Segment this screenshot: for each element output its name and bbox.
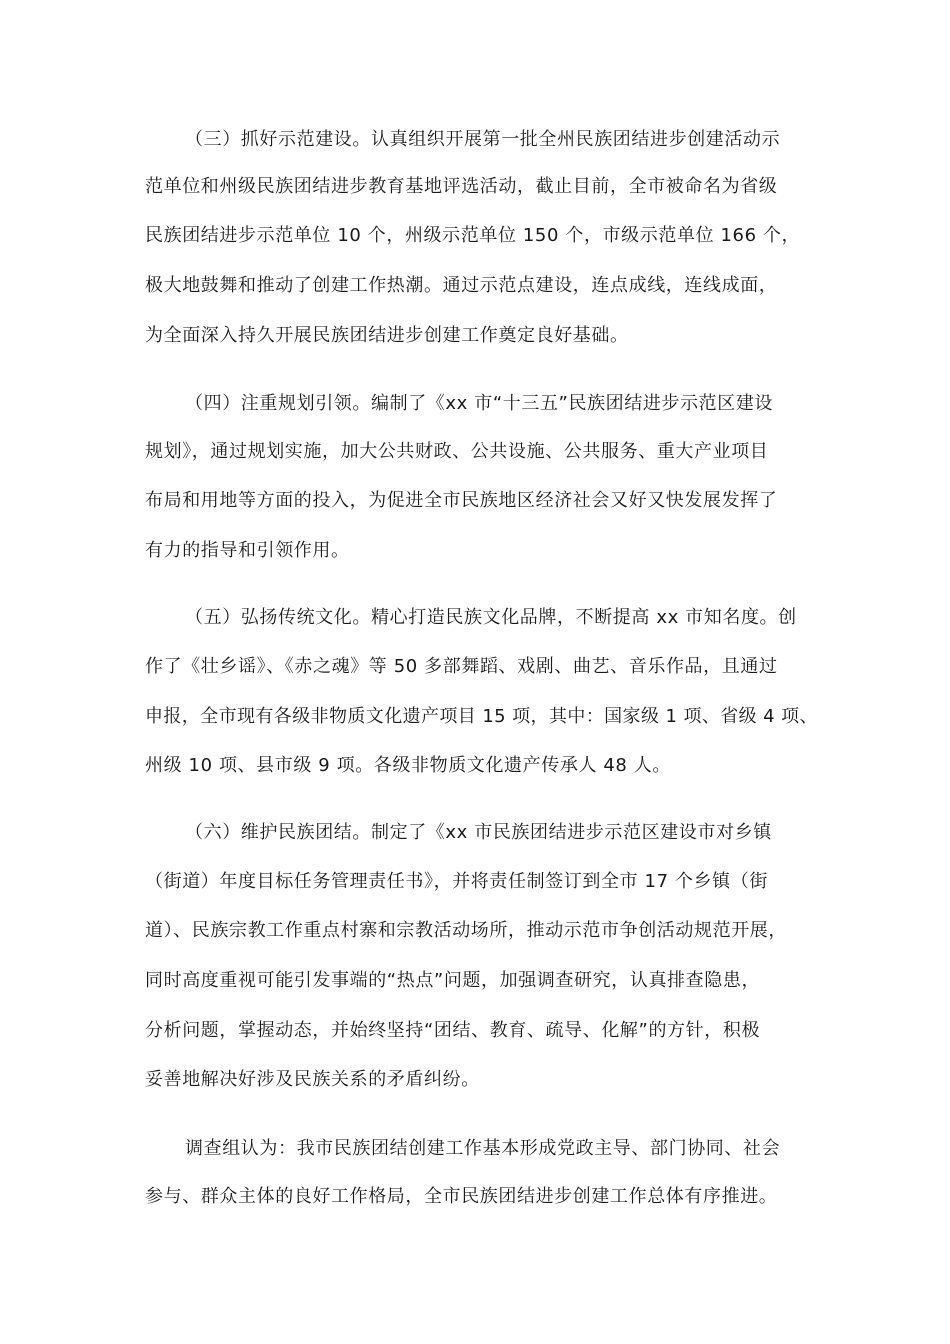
paragraph-3-line-5: 为全面深入持久开展民族团结进步创建工作奠定良好基础。 bbox=[145, 325, 629, 346]
paragraph-6-line-5: 分析问题，掌握动态，并始终坚持“团结、教育、疏导、化解”的方针，积极 bbox=[145, 1020, 761, 1041]
paragraph-5-line-3: 申报，全市现有各级非物质文化遗产项目 15 项，其中：国家级 1 项、省级 4 项、 bbox=[145, 706, 818, 727]
paragraph-6-line-1: （六）维护民族团结。制定了《xx 市民族团结进步示范区建设市对乡镇 bbox=[185, 822, 772, 843]
paragraph-3-line-1: （三）抓好示范建设。认真组织开展第一批全州民族团结进步创建活动示 bbox=[185, 129, 781, 150]
paragraph-3-line-4: 极大地鼓舞和推动了创建工作热潮。通过示范点建设，连点成线，连线成面， bbox=[145, 275, 778, 296]
paragraph-5-line-1: （五）弘扬传统文化。精心打造民族文化品牌，不断提高 xx 市知名度。创 bbox=[185, 607, 797, 628]
conclusion-line-2: 参与、群众主体的良好工作格局，全市民族团结进步创建工作总体有序推进。 bbox=[145, 1186, 778, 1207]
paragraph-4-line-1: （四）注重规划引领。编制了《xx 市“十三五”民族团结进步示范区建设 bbox=[185, 393, 774, 414]
paragraph-6-line-4: 同时高度重视可能引发事端的“热点”问题，加强调查研究，认真排查隐患， bbox=[145, 970, 761, 991]
paragraph-4-line-4: 有力的指导和引领作用。 bbox=[145, 540, 350, 561]
paragraph-6-line-3: 道）、民族宗教工作重点村寨和宗教活动场所，推动示范市争创活动规范开展， bbox=[145, 920, 787, 941]
paragraph-3-line-2: 范单位和州级民族团结进步教育基地评选活动，截止目前，全市被命名为省级 bbox=[145, 176, 778, 197]
paragraph-5-line-4: 州级 10 项、县市级 9 项。各级非物质文化遗产传承人 48 人。 bbox=[145, 755, 671, 776]
paragraph-4-line-3: 布局和用地等方面的投入，为促进全市民族地区经济社会又好又快发展发挥了 bbox=[145, 490, 778, 511]
paragraph-6-line-6: 妥善地解决好涉及民族关系的矛盾纠纷。 bbox=[145, 1069, 480, 1090]
paragraph-5-line-2: 作了《壮乡谣》、《赤之魂》等 50 多部舞蹈、戏剧、曲艺、音乐作品，且通过 bbox=[145, 656, 778, 677]
paragraph-4-line-2: 规划》，通过规划实施，加大公共财政、公共设施、公共服务、重大产业项目 bbox=[145, 441, 769, 462]
paragraph-3-line-3: 民族团结进步示范单位 10 个，州级示范单位 150 个，市级示范单位 166 个， bbox=[145, 225, 801, 246]
conclusion-line-1: 调查组认为：我市民族团结创建工作基本形成党政主导、部门协同、社会 bbox=[185, 1138, 781, 1159]
paragraph-6-line-2: （街道）年度目标任务管理责任书》，并将责任制签订到全市 17 个乡镇（街 bbox=[145, 871, 768, 892]
